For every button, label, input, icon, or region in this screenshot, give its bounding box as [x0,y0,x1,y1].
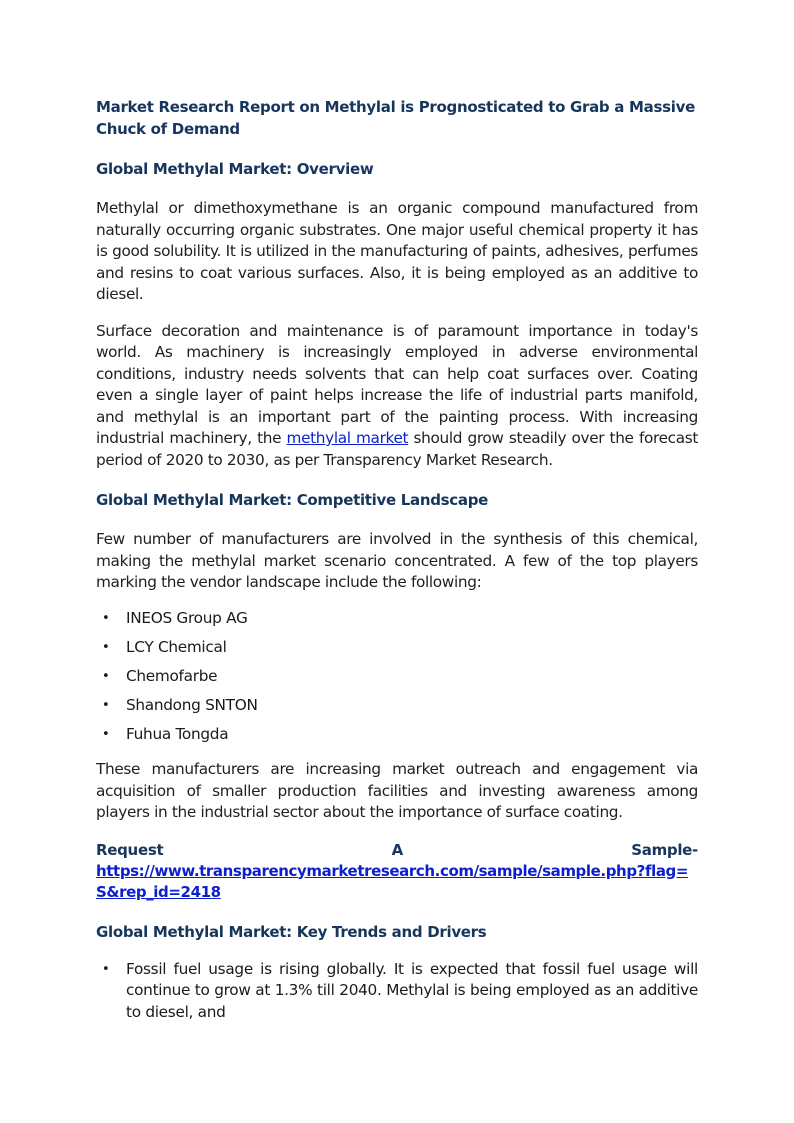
key-trends-list [96,959,698,1024]
a-word: A [391,840,403,859]
list-item-company: • LCY Chemical [96,637,698,659]
overview-paragraph-2-text-b: should grow steadily over the forecast period of 2020 to 2030, as per Transparency Market Research. [96,429,699,469]
request-sample-url-wrapper [96,861,698,903]
methylal-market-link[interactable]: methylal market [286,429,409,447]
sample-word: Sample- [631,840,698,859]
document-page [96,96,698,1023]
request-sample-block [96,840,698,903]
competitive-intro-paragraph: Few number of manufacturers are involved in the synthesis of this chemical, making the methylal market scenario concentrated. A few of the top players marking the vendor landscape include the following: [96,530,698,591]
request-sample-label [96,840,698,861]
overview-paragraph-2 [96,321,698,472]
list-item-company: • Shandong SNTON [96,695,698,717]
request-sample-link[interactable]: https://www.transparencymarketresearch.com/sample/sample.php?flag=S&rep_id=2418 [96,861,689,901]
section-heading-key-trends: Global Methylal Market: Key Trends and Drivers [96,922,487,941]
overview-paragraph-2-text-a: Surface decoration and maintenance is of paramount importance in today's world. As machinery is increasingly employed in adverse environmental conditions, industry needs solvents that can help coat surfaces over. Coating even a single layer of paint helps increase the life of industrial parts manifold, and methylal is an important part of the painting process. With increasing industrial machinery, the [96,321,698,447]
list-item-trend: • Fossil fuel usage is rising globally. It is expected that fossil fuel usage will continue to grow at 1.3% till 2040. Methylal is being employed as an additive to diesel, and [96,959,698,1024]
request-word: Request [96,840,164,859]
list-item-company: • INEOS Group AG [96,608,698,630]
section-heading-overview: Global Methylal Market: Overview [96,160,374,178]
company-list [96,608,698,746]
document-title: Market Research Report on Methylal is Prognosticated to Grab a Massive Chuck of Demand [96,98,695,138]
list-item-company: • Fuhua Tongda [96,724,698,746]
overview-paragraph-1: Methylal or dimethoxymethane is an organic compound manufactured from naturally occurring organic substrates. One major useful chemical property it has is good solubility. It is utilized in the manufacturing of paints, adhesives, perfumes and resins to coat various surfaces. Also, it is being employed as an additive to diesel. [96,199,698,303]
section-heading-competitive-landscape: Global Methylal Market: Competitive Landscape [96,491,489,509]
competitive-outro-paragraph: These manufacturers are increasing market outreach and engagement via acquisition of smaller production facilities and investing awareness among players in the industrial sector about the importance of surface coating. [96,760,698,821]
list-item-company: • Chemofarbe [96,666,698,688]
